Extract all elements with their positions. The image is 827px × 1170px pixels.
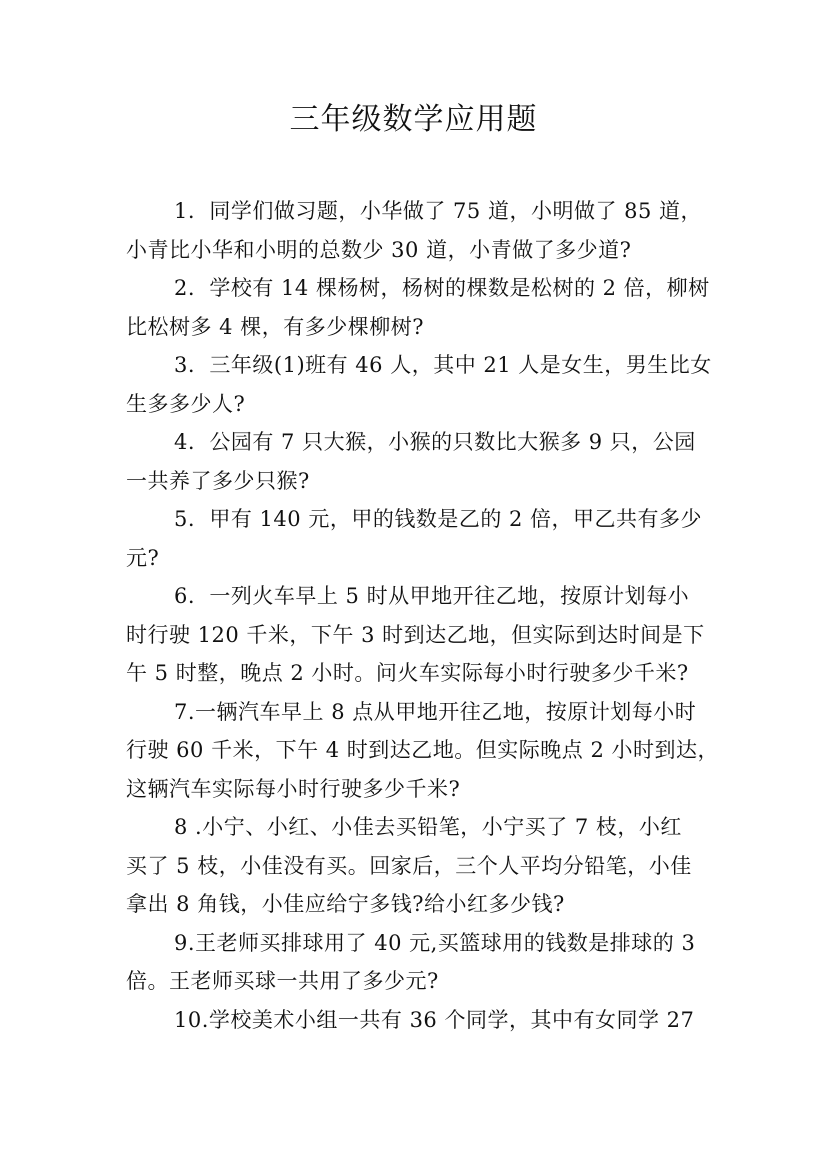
text-line: 元? — [126, 545, 160, 570]
text-line: 7.一辆汽车早上 8 点从甲地开往乙地，按原计划每小时 — [174, 699, 697, 724]
text-line: 3. 三年级(1)班有 46 人，其中 21 人是女生，男生比女 — [174, 353, 712, 377]
text-line: 1. 同学们做习题，小华做了 75 道，小明做了 85 道， — [174, 199, 703, 223]
text-line: 小青比小华和小明的总数少 30 道，小青做了多少道? — [126, 237, 632, 262]
text-line: 午 5 时整，晚点 2 小时。问火车实际每小时行驶多少千米? — [126, 661, 689, 685]
text-line: 倍。王老师买球一共用了多少元? — [126, 969, 439, 993]
text-line: 一共养了多少只猴? — [126, 468, 310, 493]
text-line: 这辆汽车实际每小时行驶多少千米? — [126, 776, 461, 801]
text-line: 拿出 8 角钱，小佳应给宁多钱?给小红多少钱? — [126, 892, 565, 916]
text-line: 2. 学校有 14 棵杨树，杨树的棵数是松树的 2 倍，柳树 — [174, 276, 710, 300]
text-line: 5. 甲有 140 元，甲的钱数是乙的 2 倍，甲乙共有多少 — [174, 507, 703, 531]
text-line: 时行驶 120 千米，下午 3 时到达乙地，但实际到达时间是下 — [126, 622, 705, 647]
text-line: 8 .小宁、小红、小佳去买铅笔，小宁买了 7 枝，小红 — [174, 815, 682, 839]
problem-list — [126, 192, 726, 1039]
text-line: 6. 一列火车早上 5 时从甲地开往乙地，按原计划每小 — [174, 584, 690, 608]
text-line: 行驶 60 千米，下午 4 时到达乙地。但实际晚点 2 小时到达， — [126, 738, 719, 762]
page-title: 三年级数学应用题 — [289, 102, 538, 137]
text-line: 9.王老师买排球用了 40 元,买篮球用的钱数是排球的 3 — [174, 930, 696, 955]
text-line: 买了 5 枝，小佳没有买。回家后，三个人平均分铅笔，小佳 — [126, 853, 692, 878]
text-line: 比松树多 4 棵，有多少棵柳树? — [126, 314, 424, 339]
text-line: 4. 公园有 7 只大猴，小猴的只数比大猴多 9 只，公园 — [174, 430, 696, 454]
text-line: 10.学校美术小组一共有 36 个同学，其中有女同学 27 — [174, 1007, 695, 1032]
text-line: 生多多少人? — [126, 391, 246, 416]
